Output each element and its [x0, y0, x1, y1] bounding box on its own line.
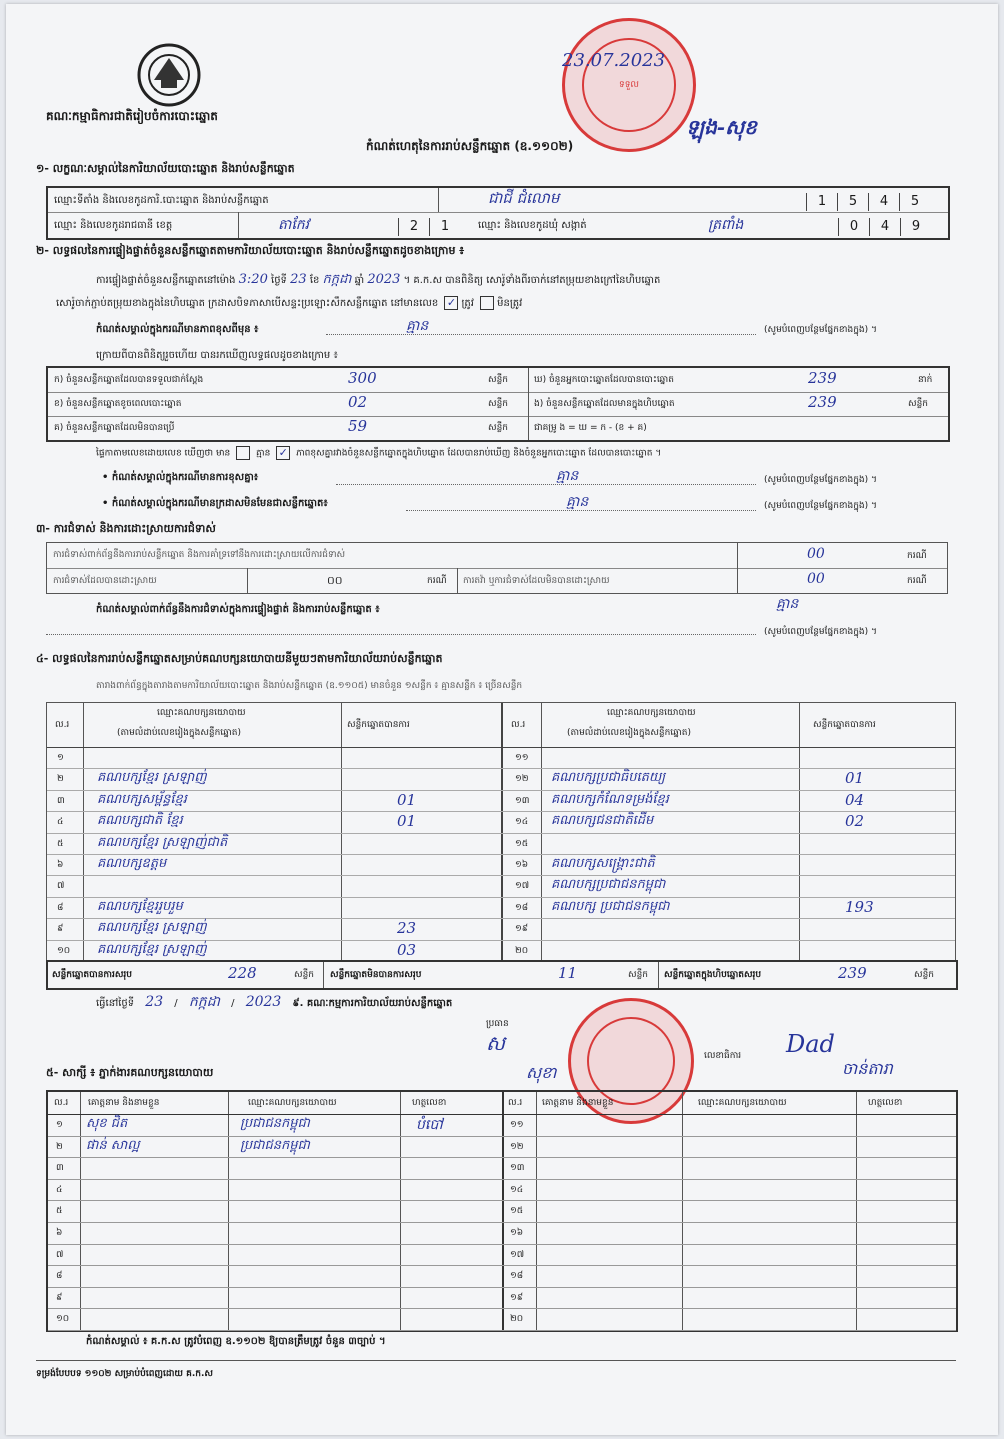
chair-name: សុខា [526, 1063, 557, 1082]
vote-row-party: គណបក្សខ្មែរ ស្រឡាញ់ [97, 941, 207, 957]
vote-row-no: ៦ [57, 860, 64, 870]
col-party-left: ឈ្មោះគណបក្សនយោបាយ [157, 708, 246, 718]
vote-row-party: គណបក្សសង្គ្រោះជាតិ [551, 856, 655, 871]
secretary-label: លេខាធិការ [704, 1051, 742, 1061]
verify-year: 2023 [367, 272, 401, 287]
witness-col-header: ហត្ថលេខា [412, 1098, 447, 1108]
org-name: គណៈកម្មាធិការជាតិរៀបចំការបោះឆ្នោត [46, 109, 218, 123]
verify-day: 23 [290, 272, 307, 287]
vote-row-no: ១៨ [515, 902, 529, 913]
vote-row-party: គណបក្សខ្មែរ ស្រឡាញ់ជាតិ [97, 834, 228, 850]
foreign-paper-label: • កំណត់សម្គាល់ក្នុងករណីមានក្រដាសមិនមែនជាសន្លឹកឆ្នោត៖ [102, 498, 328, 509]
verify-line-1: ការផ្ទៀងផ្ទាត់ចំនួនសន្លឹកឆ្នោតនៅម៉ោង 3:20 ថ្ងៃទី 23 ខែ កក្កដា ឆ្នាំ 2023 ។ គ.ក.ស បានពិនិត្យ សោរ៉ូទាំងពីរចាក់នៅតម្រុយខាងក្រៅនៃហិបឆ្នោត [96, 272, 661, 287]
witness-row-no: ១៧ [510, 1249, 525, 1260]
witness-row-party: ប្រជាជនកម្ពុជា [240, 1137, 310, 1153]
unused-unit: សន្លឹក [488, 423, 508, 433]
totals-row [46, 960, 958, 990]
chair-label: ប្រធាន [486, 1019, 509, 1029]
province-label: ឈ្មោះ និងលេខកូដរាជធានី ខេត្ត [54, 220, 173, 231]
vote-row-no: ១៥ [515, 838, 529, 849]
objection-row2-value: ០០ [327, 574, 343, 587]
witness-row-name: សុខ ជិត [86, 1116, 128, 1131]
total-invalid-value: 11 [558, 964, 578, 982]
location-value: ជាជី ជំលោម [488, 189, 560, 207]
vote-row-party: គណបក្សឧត្តម [97, 856, 167, 871]
vote-row-votes: 01 [397, 790, 417, 809]
col-party-sub-left: (តាមលំដាប់លេខរៀងក្នុងសន្លឹកឆ្នោត) [117, 728, 241, 738]
results-intro: ក្រោយពីបានពិនិត្យរួចហើយ បានរកឃើញលទ្ធផលដូចខាងក្រោម ៖ [96, 350, 338, 361]
received-stamp [562, 18, 696, 152]
note-value: គ្មាន [406, 318, 429, 334]
objection-row1-value: 00 [807, 546, 825, 562]
witness-row-no: ១ [56, 1120, 63, 1130]
col-party-sub-right: (តាមលំដាប់លេខរៀងក្នុងសន្លឹកឆ្នោត) [567, 728, 691, 738]
objection-row1-unit: ករណី [907, 551, 927, 561]
vote-row-no: ៩ [57, 924, 64, 935]
vote-row-no: ៥ [57, 838, 64, 849]
witness-row-no: ៥ [56, 1206, 63, 1217]
witness-row-no: ១៩ [510, 1292, 524, 1303]
total-box-value: 239 [838, 964, 867, 982]
witness-row-no: ២០ [510, 1314, 524, 1325]
witness-row-no: ៣ [56, 1163, 64, 1174]
vote-row-votes: 04 [845, 790, 865, 809]
total-valid-value: 228 [228, 964, 257, 982]
note-hint: (សូមបំពេញបន្ថែមផ្នែកខាងក្នុង) ។ [764, 325, 877, 335]
witness-row-no: ១២ [510, 1141, 524, 1152]
vote-row-party: គណបក្សសម្ព័ន្ធខ្មែរ [97, 791, 187, 807]
verify-time: 3:20 [238, 272, 268, 287]
witness-table [46, 1090, 958, 1332]
vote-row-party: គណបក្សខ្មែររួបរួម [97, 898, 183, 914]
unused-value: 59 [348, 417, 368, 435]
formula: ជាគម្រូ ង = ឃ = ក - (ខ + គ) [534, 423, 647, 433]
objection-row2-unit: ករណី [427, 576, 447, 586]
note-label: កំណត់សម្គាល់ក្នុងករណីមានភាពខុសពីមុន ៖ [96, 324, 259, 335]
vote-row-no: ១៩ [515, 924, 529, 935]
vote-row-votes: 01 [397, 812, 417, 831]
vote-row-no: ២ [57, 774, 64, 785]
nec-emblem-icon [134, 40, 204, 110]
col-votes-right: សន្លឹកឆ្នោតបានការ [813, 720, 876, 730]
voters-label: ឃ) ចំនួនអ្នកបោះឆ្នោតដែលបានបោះឆ្នោត [534, 375, 674, 385]
objection-row2-label: ការជំទាស់ដែលបានដោះស្រាយ [53, 576, 157, 586]
witness-row-no: ៨ [56, 1271, 63, 1282]
vote-row-no: ១០ [57, 945, 71, 956]
voters-value: 239 [808, 369, 837, 387]
objection-row1-label: ការជំទាស់ពាក់ព័ន្ធនឹងការរាប់សន្លឹកឆ្នោត និងការគាំទ្រទៅនឹងការដោះស្រាយលើការជំទាស់ [53, 550, 346, 560]
witness-col-header: គោត្តនាម និងនាមខ្លួន [88, 1098, 160, 1108]
done-line: ធ្វើនៅថ្ងៃទី 23 / កក្កដា / 2023 ៩. គណៈកម្មការការិយាល័យរាប់សន្លឹកឆ្នោត [96, 994, 453, 1010]
vote-row-votes: 03 [397, 940, 417, 959]
verify-line-2: សោរ៉ូចាក់ភ្ជាប់តម្រុយខាងក្នុងនៃហិបឆ្នោត ក្រដាសបិទភាសាបើសន្ទះប្រឡោះសឹកសន្លឹកឆ្នោត នៅមានលេខ ✓ ត្រូវ មិនត្រូវ [56, 296, 523, 309]
vote-row-no: ៧ [57, 881, 65, 892]
in-box-value: 239 [808, 393, 837, 411]
top-signature: ឡុង-សុខ [686, 115, 757, 139]
secretary-signature: Dad [786, 1030, 835, 1058]
witness-row-party: ប្រជាជនកម្ពុជា [240, 1116, 310, 1131]
section1-title: ១- លក្ខណៈសម្គាល់នៃការិយាល័យបោះឆ្នោត និងរាប់សន្លឹកឆ្នោត [36, 162, 295, 175]
location-label: ឈ្មោះទីតាំង និងលេខកូដការិ.បោះឆ្នោត និងរាប់សន្លឹកឆ្នោត [54, 195, 269, 206]
vote-row-no: ១៤ [515, 817, 529, 828]
witness-row-no: ១៤ [510, 1184, 524, 1195]
total-valid-unit: សន្លឹក [294, 970, 314, 980]
witness-col-header: ឈ្មោះគណបក្សនយោបាយ [248, 1098, 337, 1108]
received-label: ក) ចំនួនសន្លឹកឆ្នោតដែលបានទទួលជាក់ស្តែង [54, 375, 204, 385]
vote-row-party: គណបក្សកំណែទម្រង់ខ្មែរ [551, 791, 669, 807]
witness-row-no: ៩ [56, 1292, 63, 1303]
vote-row-no: ១២ [515, 774, 529, 785]
incorrect-checkbox[interactable] [480, 296, 494, 310]
witness-row-name: ផាន់ សាល្អ [86, 1137, 140, 1153]
in-box-label: ង) ចំនួនសន្លឹកឆ្នោតដែលមានក្នុងហិបឆ្នោត [534, 399, 675, 409]
vote-row-party: គណបក្សប្រជាជនកម្ពុជា [551, 877, 666, 893]
commune-code: 0 4 9 [838, 215, 931, 236]
verify-month: កក្កដា [322, 272, 352, 287]
vote-row-votes: 01 [845, 769, 865, 788]
have-checkbox[interactable] [236, 446, 250, 460]
objection-note-hint: (សូមបំពេញបន្ថែមផ្នែកខាងក្នុង) ។ [764, 627, 877, 637]
total-invalid-unit: សន្លឹក [628, 970, 648, 980]
objection-row2b-label: ការតវ៉ា ឬការជំទាស់ដែលមិនបានដោះស្រាយ [463, 576, 610, 586]
vote-row-party: គណបក្សខ្មែរ ស្រឡាញ់ [97, 770, 207, 786]
vote-row-no: ១៣ [515, 795, 530, 806]
total-box-unit: សន្លឹក [914, 970, 934, 980]
section5-title: ៥- សាក្សី ៖ ភ្នាក់ងារគណបក្សនយោបាយ [46, 1066, 214, 1079]
in-box-unit: សន្លឹក [908, 399, 928, 409]
witness-row-no: ១៥ [510, 1206, 524, 1217]
received-unit: សន្លឹក [488, 375, 508, 385]
vote-row-no: ២០ [515, 945, 529, 956]
objection-note-label: កំណត់សម្គាល់ពាក់ព័ន្ធនឹងការជំទាស់ក្នុងការផ្ទៀងផ្ទាត់ និងការរាប់សន្លឹកឆ្នោត ៖ [96, 604, 380, 615]
location-code: 1 5 4 5 [806, 190, 930, 211]
witness-row-no: ១៣ [510, 1163, 525, 1174]
commune-label: ឈ្មោះ និងលេខកូដឃុំ សង្កាត់ [478, 220, 587, 231]
objection-row2b-value: 00 [807, 571, 825, 587]
spoiled-value: 02 [348, 393, 368, 411]
footer-bottom: ទម្រង់បែបបទ ១១០២ សម្រាប់បំពេញដោយ គ.ក.ស [36, 1369, 213, 1379]
section4-title: ៤- លទ្ធផលនៃការរាប់សន្លឹកឆ្នោតសម្រាប់គណបក្សនយោបាយនីមួយៗតាមការិយាល័យរាប់សន្លឹកឆ្នោត [36, 652, 443, 665]
vote-row-no: ៤ [57, 817, 64, 828]
vote-row-no: ១៧ [515, 881, 530, 892]
vote-row-party: គណបក្ស ប្រជាជនកម្ពុជា [551, 898, 670, 914]
witness-row-no: ១៦ [510, 1228, 524, 1238]
witness-row-sign: បំបៅ [416, 1117, 443, 1133]
witness-row-no: ៧ [56, 1249, 64, 1260]
witness-row-no: ៤ [56, 1184, 63, 1195]
votes-table [46, 702, 956, 962]
objection-note-value: គ្មាន [776, 596, 799, 612]
vote-row-no: ៨ [57, 902, 64, 913]
foreign-paper-value: គ្មាន [566, 494, 589, 510]
section4-subtitle: តារាងពាក់ព័ន្ធក្នុងតារាងតាមការិយាល័យបោះឆ្នោត និងរាប់សន្លឹកឆ្នោត (ឧ.១១០៥) មានចំនួន ១សន្លឹក ៖ គ្មានសន្លឹក ៖ ច្រើនសន្លឹក [96, 681, 523, 691]
foreign-paper-hint: (សូមបំពេញបន្ថែមផ្នែកខាងក្នុង) ។ [764, 501, 877, 511]
province-value: តាកែវ [278, 217, 310, 233]
vote-row-party: គណបក្សជាតិ ខ្មែរ [97, 813, 183, 829]
voters-unit: នាក់ [918, 375, 933, 385]
total-valid-label: សន្លឹកឆ្នោតបានការសរុប [52, 970, 132, 980]
vote-row-no: ១១ [515, 753, 529, 763]
witness-row-no: ១០ [56, 1314, 70, 1325]
vote-row-party: គណបក្សប្រជាធិបតេយ្យ [551, 770, 666, 786]
footer-note: កំណត់សម្គាល់ ៖ គ.ក.ស ត្រូវបំពេញ ឧ.១១០២ ឱ្យបានត្រឹមត្រូវ ចំនួន ៣ច្បាប់ ។ [86, 1336, 386, 1347]
stamp-date: 23.07.2023 [562, 50, 666, 71]
spoiled-unit: សន្លឹក [488, 399, 508, 409]
witness-col-header: ហត្ថលេខា [868, 1098, 903, 1108]
unused-label: គ) ចំនួនសន្លឹកឆ្នោតដែលមិនបានប្រើ [54, 423, 175, 433]
total-invalid-label: សន្លឹកឆ្នោតមិនបានការសរុប [330, 970, 422, 980]
section2-title: ២- លទ្ធផលនៃការផ្ទៀងផ្ទាត់ចំនួនសន្លឹកឆ្នោតតាមការិយាល័យបោះឆ្នោត និងរាប់សន្លឹកឆ្នោតដូចខាងក្រោម ៖ [36, 244, 465, 257]
ballot-count-table [46, 366, 950, 442]
witness-row-no: ១១ [510, 1120, 524, 1130]
witness-row-no: ១៨ [510, 1271, 524, 1282]
vote-row-votes: 23 [397, 919, 417, 938]
vote-row-no: ១៦ [515, 860, 529, 870]
witness-col-header: ឈ្មោះគណបក្សនយោបាយ [698, 1098, 787, 1108]
discrepancy-note-label: • កំណត់សម្គាល់ក្នុងករណីមានការខុសគ្នា៖ [102, 472, 259, 483]
objection-table [46, 542, 948, 594]
col-party-right: ឈ្មោះគណបក្សនយោបាយ [607, 708, 696, 718]
province-code: 2 1 [398, 215, 460, 236]
stamp-text: ទទួល [619, 79, 639, 90]
form-title: កំណត់ហេតុនៃការរាប់សន្លឹកឆ្នោត (ឧ.១១០២) [366, 139, 574, 153]
vote-row-party: គណបក្សខ្មែរ ស្រឡាញ់ [97, 920, 207, 936]
witness-col-header: ល.រ [508, 1098, 523, 1108]
discrepancy-note-hint: (សូមបំពេញបន្ថែមផ្នែកខាងក្នុង) ។ [764, 475, 877, 485]
col-no-left: ល.រ [55, 720, 70, 730]
col-votes-left: សន្លឹកឆ្នោតបានការ [347, 720, 410, 730]
witness-row-no: ៦ [56, 1228, 63, 1238]
witness-col-header: គោត្តនាម និងនាមខ្លួន [542, 1098, 614, 1108]
correct-checkbox[interactable]: ✓ [444, 296, 458, 310]
total-box-label: សន្លឹកឆ្នោតក្នុងហិបឆ្នោតសរុប [664, 970, 762, 980]
objection-row2b-unit: ករណី [907, 576, 927, 586]
none-checkbox[interactable]: ✓ [276, 446, 290, 460]
vote-row-votes: 193 [845, 897, 874, 916]
section1-table [46, 186, 950, 240]
section3-title: ៣- ការជំទាស់ និងការដោះស្រាយការជំទាស់ [36, 522, 216, 535]
secretary-name: ចាន់តារា [842, 1059, 893, 1078]
form-sheet [6, 4, 998, 1435]
vote-row-no: ១ [57, 753, 64, 763]
vote-row-no: ៣ [57, 795, 65, 806]
chair-signature: ស [486, 1031, 506, 1055]
witness-col-header: ល.រ [54, 1098, 69, 1108]
discrepancy-line: ផ្ទៃកាតាមលេខដោយលេខ ឃើញថា មាន គ្មាន ✓ ភាពខុសគ្នារវាងចំនួនសន្លឹកឆ្នោតក្នុងហិបឆ្នោត ដែលបានរាប់ឃើញ និងចំនួនអ្នកបោះឆ្នោត ដែលបានបោះឆ្នោត ។ [96, 446, 662, 459]
vote-row-party: គណបក្សជនជាតិដើម [551, 813, 654, 829]
spoiled-label: ខ) ចំនួនសន្លឹកឆ្នោតខូចពេលបោះឆ្នោត [54, 399, 182, 409]
col-no-right: ល.រ [511, 720, 526, 730]
vote-row-votes: 02 [845, 812, 865, 831]
witness-row-no: ២ [56, 1141, 63, 1152]
commune-value: ត្រពាំង [708, 217, 744, 233]
discrepancy-note-value: គ្មាន [556, 468, 579, 484]
received-value: 300 [348, 369, 377, 387]
